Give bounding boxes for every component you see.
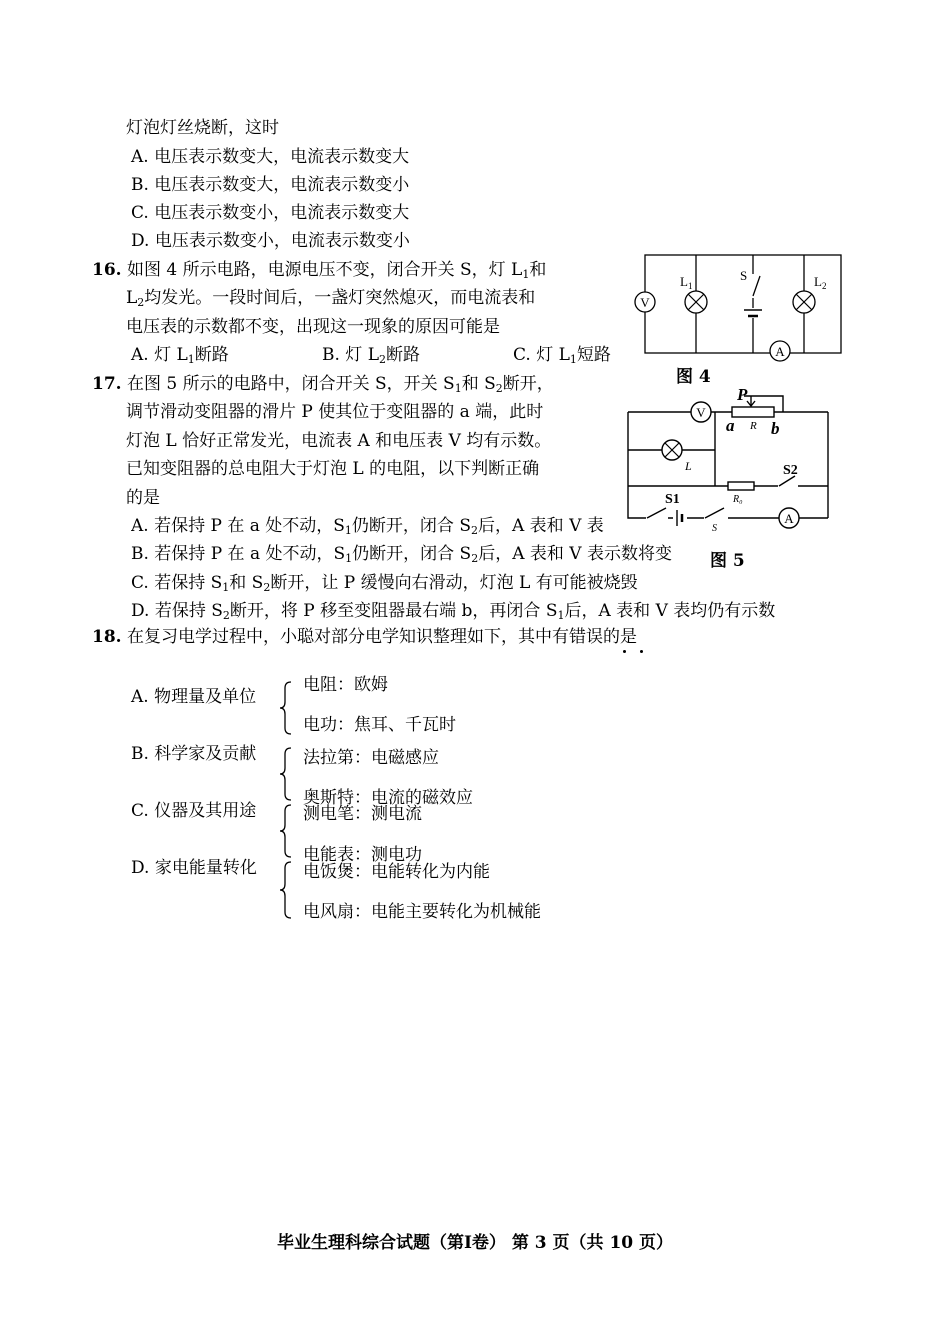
label-s2: S2: [783, 463, 798, 478]
brace-icon: [279, 746, 293, 802]
switch-s2-icon: [778, 476, 798, 491]
figure-5-circuit: [620, 384, 835, 536]
label-s1: S1: [665, 492, 680, 507]
q17-option-a: A. 若保持 P 在 a 处不动，$S_1$仍断开，闭合 $S_2$后，A 表和 V 表: [131, 516, 604, 537]
q17-option-c: C. 若保持 $S_1$和 $S_2$断开，让 P 缓慢向右滑动，灯泡 L 有可能被烧毁: [131, 573, 638, 594]
label-p: P: [737, 385, 748, 404]
switch-s1-icon: [646, 508, 668, 523]
q18-group-b-label: B. 科学家及贡献: [131, 744, 257, 764]
emphasis-dot: [640, 650, 643, 653]
q16-option-b: B. 灯 $L_2$断路: [322, 345, 420, 366]
label-r: R: [750, 420, 757, 432]
label-l: L: [685, 459, 692, 473]
label-l1: $L_1$: [680, 274, 693, 291]
q16-option-c: C. 灯 $L_1$短路: [513, 345, 611, 366]
q18-group-d-item1: 电饭煲：电能转化为内能: [303, 862, 490, 882]
q15-option-d: D. 电压表示数变小，电流表示数变小: [131, 231, 410, 251]
svg-text:A: A: [775, 344, 785, 359]
brace-icon: [279, 680, 293, 736]
q18-group-a-label: A. 物理量及单位: [131, 687, 257, 707]
q16-option-a: A. 灯 $L_1$断路: [131, 345, 229, 366]
q17-stem-line4: 已知变阻器的总电阻大于灯泡 L 的电阻，以下判断正确: [126, 459, 540, 479]
label-s: S: [740, 268, 748, 283]
label-r0: R₀: [733, 494, 743, 505]
q18-group-d-label: D. 家电能量转化: [131, 858, 257, 878]
q16-stem-line3: 电压表的示数都不变，出现这一现象的原因可能是: [126, 317, 500, 337]
lamp-l1-icon: [685, 291, 707, 313]
label-s: S: [712, 523, 717, 534]
q15-option-c: C. 电压表示数变小，电流表示数变大: [131, 203, 410, 223]
figure-5-caption: 图 5: [710, 551, 745, 571]
q17-option-d: D. 若保持 $S_2$断开，将 P 移至变阻器最右端 b，再闭合 $S_1$后，A 表和 V 表均仍有示数: [131, 601, 776, 622]
q16-stem-line1: 16. 如图 4 所示电路，电源电压不变，闭合开关 S，灯 $L_1$和: [92, 260, 547, 281]
svg-text:V: V: [640, 295, 650, 310]
switch-s-icon: [704, 508, 728, 523]
q15-option-a: A. 电压表示数变大，电流表示数变大: [131, 147, 410, 167]
q18-group-d-item2: 电风扇：电能主要转化为机械能: [303, 902, 541, 922]
q18-stem: 18. 在复习电学过程中，小聪对部分电学知识整理如下，其中有错误的是: [92, 627, 637, 647]
q16-number: 16.: [92, 260, 122, 280]
q15-stem-tail: 灯泡灯丝烧断，这时: [126, 118, 279, 138]
q18-group-c-item2: 电能表：测电功: [303, 845, 422, 865]
figure-4-caption: 图 4: [676, 367, 711, 387]
lamp-l-icon: [662, 440, 682, 460]
voltmeter-icon: [691, 402, 711, 422]
q16-stem-line2: $L_2$均发光。一段时间后，一盏灯突然熄灭，而电流表和: [126, 288, 536, 309]
emphasis-dot: [623, 650, 626, 653]
label-b: b: [771, 419, 780, 438]
q17-stem-line2: 调节滑动变阻器的滑片 P 使其位于变阻器的 a 端，此时: [126, 402, 544, 422]
q18-group-b-item2: 奥斯特：电流的磁效应: [303, 788, 473, 808]
q17-stem-line5: 的是: [126, 488, 160, 508]
svg-text:V: V: [696, 405, 706, 420]
q17-stem-line3: 灯泡 L 恰好正常发光，电流表 A 和电压表 V 均有示数。: [126, 431, 552, 451]
battery-icon: [673, 510, 687, 526]
q17-option-b: B. 若保持 P 在 a 处不动，$S_1$仍断开，闭合 $S_2$后，A 表和 V 表示数将变: [131, 544, 672, 565]
q18-number: 18.: [92, 627, 122, 647]
figure-4-circuit: [628, 250, 848, 365]
q18-group-c-item1: 测电笔：测电流: [303, 804, 422, 824]
voltmeter-icon: [635, 292, 655, 312]
ammeter-icon: [770, 341, 790, 361]
page-footer: 毕业生理科综合试题（第Ⅰ卷） 第 3 页（共 10 页）: [276, 1233, 674, 1253]
q18-group-c-label: C. 仪器及其用途: [131, 801, 257, 821]
q18-group-a-item2: 电功：焦耳、千瓦时: [303, 715, 456, 735]
label-a: a: [726, 416, 735, 435]
svg-text:A: A: [784, 511, 794, 526]
q15-option-b: B. 电压表示数变大，电流表示数变小: [131, 175, 410, 195]
q18-group-a-item1: 电阻：欧姆: [303, 675, 388, 695]
ammeter-icon: [779, 508, 799, 528]
q18-group-b-item1: 法拉第：电磁感应: [303, 748, 439, 768]
q17-stem-line1: 17. 在图 5 所示的电路中，闭合开关 S，开关 $S_1$和 $S_2$断开，: [92, 374, 554, 395]
brace-icon: [279, 860, 293, 920]
resistor-r0-icon: [728, 482, 754, 490]
q17-number: 17.: [92, 374, 122, 394]
brace-icon: [279, 803, 293, 859]
lamp-l2-icon: [793, 291, 815, 313]
label-l2: $L_2$: [814, 274, 827, 291]
